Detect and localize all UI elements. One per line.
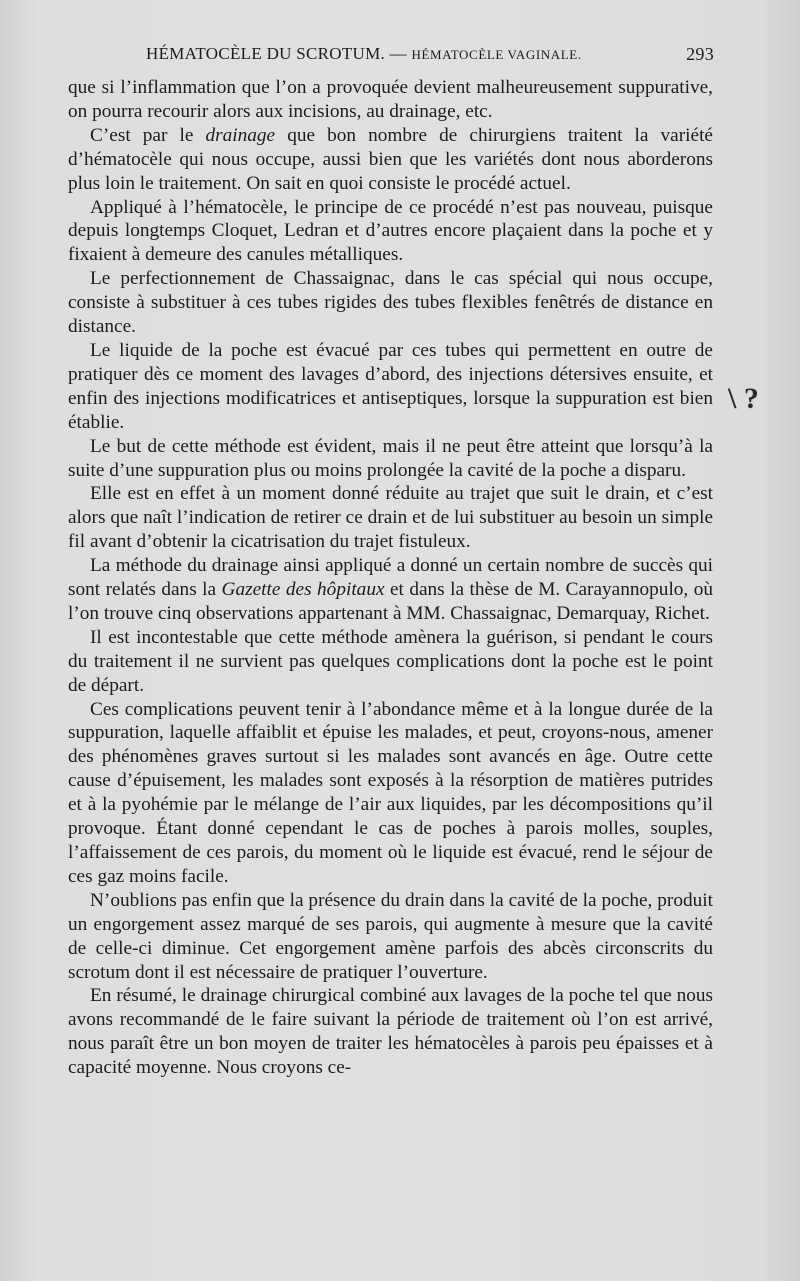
- paragraph: Le but de cette méthode est évident, mais il ne peut être atteint que lorsqu’à la suite d’une suppuration plus ou moins prolongée la cavité de la poche a disparu.: [68, 435, 713, 481]
- running-head: [146, 44, 582, 64]
- paragraph: [68, 124, 713, 196]
- running-head-dash: —: [385, 44, 412, 63]
- paragraph: Il est incontestable que cette méthode amènera la guérison, si pendant le cours du traitement il ne survient pas quelques complications dont la poche est le point de départ.: [68, 626, 713, 696]
- paragraph: Ces complications peuvent tenir à l’abondance même et à la longue durée de la suppuration, laquelle affaiblit et épuise les malades, et peut, croyons-nous, amener des phénomènes graves surtout si les malades sont avancés en âge. Outre cette cause d’épuisement, les malades sont exposés à la résorption de matières putrides et à la pyohémie par le mélange de l’air aux liquides, par les décompositions qu’il provoque. Étant donné cependant le cas de poches à parois molles, souples, l’affaissement de ces parois, du moment où le liquide est évacué, rend le séjour de ces gaz moins facile.: [68, 698, 713, 887]
- paragraph: Appliqué à l’hématocèle, le principe de ce procédé n’est pas nouveau, puisque depuis longtemps Cloquet, Ledran et d’autres encore plaçaient dans la poche et y fixaient à demeure des canules métalliques.: [68, 196, 713, 266]
- body-text: [68, 76, 713, 1080]
- page-header: [68, 44, 714, 70]
- paragraph: que si l’inflammation que l’on a provoquée devient malheureusement suppurative, on pourra recourir alors aux incisions, au drainage, etc.: [68, 77, 713, 122]
- italic-term: drainage: [205, 124, 276, 146]
- handwritten-margin-mark: \ ?: [728, 382, 759, 415]
- paragraph: N’oublions pas enfin que la présence du drain dans la cavité de la poche, produit un engorgement assez marqué de ses parois, qui augmente à mesure que la cavité de celle-ci diminue. Cet engorgement amène parfois des abcès circonscrits du scrotum dont il est nécessaire de pratiquer l’ouverture.: [68, 889, 713, 983]
- paragraph: Le liquide de la poche est évacué par ces tubes qui permettent en outre de pratiquer dès ce moment des lavages d’abord, des injections détersives ensuite, et enfin des injections modificatrices et antiseptiques, lorsque la suppuration est bien établie.: [68, 339, 713, 433]
- paragraph: Le perfectionnement de Chassaignac, dans le cas spécial qui nous occupe, consiste à substituer à ces tubes rigides des tubes flexibles fenêtrés de distance en distance.: [68, 268, 713, 338]
- paragraph-text: La méthode du drainage ainsi appliqué a donné un certain nombre de succès qui sont relatés dans la: [68, 555, 713, 601]
- running-head-sub: HÉMATOCÈLE VAGINALE.: [411, 47, 582, 62]
- paragraph: En résumé, le drainage chirurgical combiné aux lavages de la poche tel que nous avons recommandé de le faire suivant la période de traitement où l’on est arrivé, nous paraît être un bon moyen de traiter les hématocèles à parois peu épaisses et à capacité moyenne. Nous croyons ce-: [68, 985, 713, 1079]
- paragraph-text: que bon nombre de chirurgiens traitent la variété d’hématocèle qui nous occupe, aussi bien que les variétés dont nous aborderons plus loin le traitement. On sait en quoi consiste le procédé actuel.: [68, 124, 713, 194]
- running-head-main: HÉMATOCÈLE DU SCROTUM.: [146, 44, 386, 63]
- paragraph: [68, 554, 713, 626]
- italic-title: Gazette des hôpitaux: [221, 579, 385, 601]
- paragraph-text: C’est par le: [90, 124, 206, 146]
- page-number: 293: [686, 44, 714, 64]
- paragraph: Elle est en effet à un moment donné réduite au trajet que suit le drain, et c’est alors que naît l’indication de retirer ce drain et de lui substituer au besoin un simple fil avant d’obtenir la cicatrisation du trajet fistuleux.: [68, 483, 713, 553]
- paragraph-text: et dans la thèse de M. Carayannopulo, où l’on trouve cinq observations appartenant à MM. Chassaignac, Demarquay, Richet.: [68, 579, 713, 624]
